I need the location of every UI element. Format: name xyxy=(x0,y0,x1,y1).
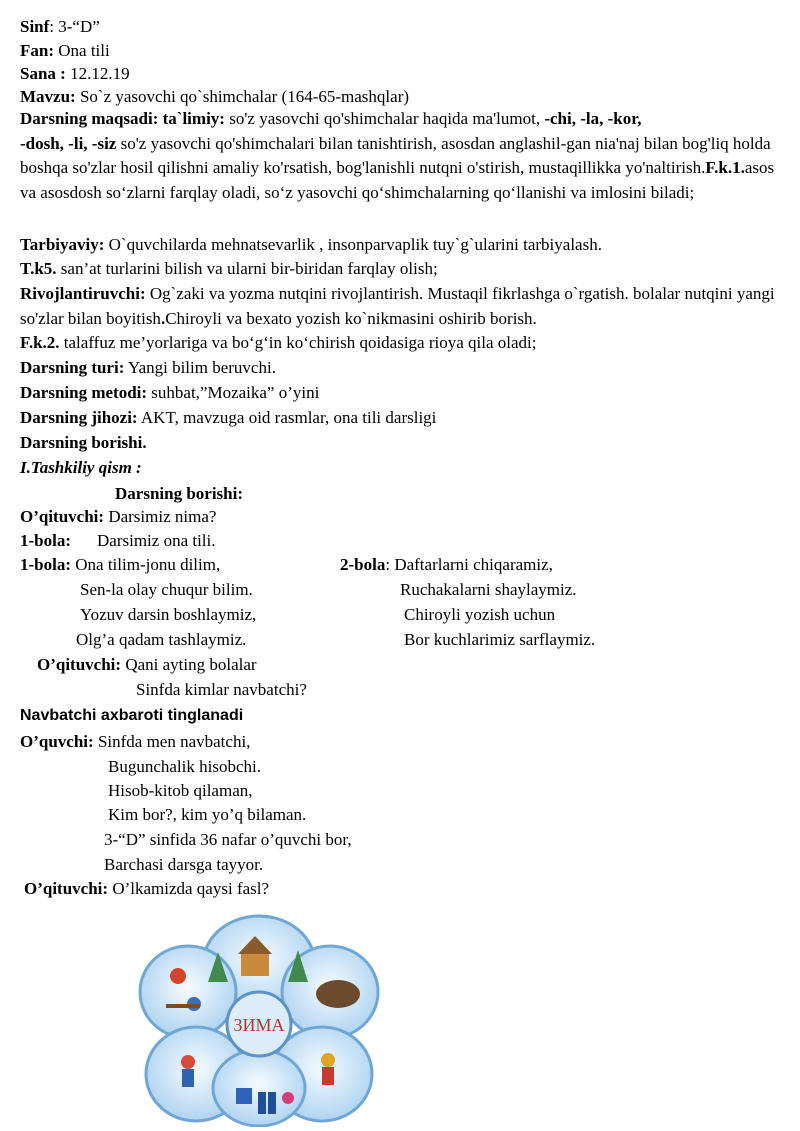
pupil-line: Bugunchalik hisobchi. xyxy=(108,757,261,776)
kid2-poem-line: 2-bola: Daftarlarni chiqaramiz, xyxy=(340,555,553,574)
lesson-equipment: Darsning jihozi: AKT, mavzuga oid rasmlar, ona tili darsligi xyxy=(20,408,437,427)
date-line: Sana : 12.12.19 xyxy=(20,64,130,83)
teacher-question-3: O’qituvchi: O’lkamizda qaysi fasl? xyxy=(24,879,270,898)
kid1-answer: Darsimiz ona tili. xyxy=(97,531,216,550)
lesson-method: Darsning metodi: suhbat,”Mozaika” o’yini xyxy=(20,383,320,402)
topic-line: Mavzu: So`z yasovchi qo`shimchalar (164-65-mashqlar) xyxy=(20,87,410,106)
pupil-line: Barchasi darsga tayyor. xyxy=(104,855,264,874)
duty-heading: Navbatchi axbaroti tinglanadi xyxy=(20,707,244,724)
progress-heading-2: Darsning borishi: xyxy=(115,484,243,503)
center-label: ЗИМА xyxy=(233,1015,285,1035)
lesson-type: Darsning turi: Yangi bilim beruvchi. xyxy=(20,358,276,377)
kid2-poem-line: Chiroyli yozish uchun xyxy=(404,605,556,624)
tk5-line: T.k5. san’at turlarini bilish va ularni bir-biridan farqlay olish; xyxy=(20,259,438,278)
kid1-poem-line: 1-bola: Ona tilim-jonu dilim, xyxy=(20,555,221,574)
kid1-label: 1-bola: xyxy=(20,531,71,550)
petal-bottom xyxy=(213,1050,305,1126)
kid2-poem-line: Ruchakalarni shaylaymiz. xyxy=(400,580,577,599)
developmental-goal: Rivojlantiruvchi: Og`zaki va yozma nutqini rivojlantirish. Mustaqil fikrlashga o`rgatish. bolalar nutqini yangi so'zlar bilan boyitish.Chiroyli va bexato yozish ko`nikmasini oshirib borish. xyxy=(20,284,775,328)
educational-goal: Darsning maqsadi: ta`limiy: so'z yasovchi qo'shimchalar haqida ma'lumot, -chi, -la, -kor, -dosh, -li, -siz so'z yasovchi qo'shimchalari bilan tanishtirish, asosdan anglashil-gan nia'naj bilan bog'liq holda boshqa so'zlar hosil qilishni amaliy ko'rsatish, bog'lanishli nutqni o'stirish, mustaqillikka yo'naltirish.F.k.1.asos va asosdosh so‘zlarni farqlay oladi, so‘z yasovchi qo‘shimchalarning qo‘llanishi va imlosini biladi; xyxy=(20,109,775,202)
fk2-line: F.k.2. talaffuz me’yorlariga va bo‘g‘in ko‘chirish qoidasiga rioya qila oladi; xyxy=(20,333,537,352)
pupil-line: Hisob-kitob qilaman, xyxy=(108,781,253,800)
petal-left xyxy=(140,946,236,1038)
class-line: Sinf: 3-“D” xyxy=(20,17,100,36)
teacher-question-2b: Sinfda kimlar navbatchi? xyxy=(136,680,307,699)
winter-flower-picture xyxy=(138,912,380,1127)
kid2-poem-line: Bor kuchlarimiz sarflaymiz. xyxy=(404,630,596,649)
teacher-question-2: O’qituvchi: Qani ayting bolalar xyxy=(37,655,257,674)
upbringing-goal: Tarbiyaviy: O`quvchilarda mehnatsevarlik , insonparvaplik tuy`g`ularini tarbiyalash. xyxy=(20,235,602,254)
pupil-line: 3-“D” sinfida 36 nafar o’quvchi bor, xyxy=(104,830,352,849)
progress-heading: Darsning borishi. xyxy=(20,433,147,452)
kid1-poem-line: Yozuv darsin boshlaymiz, xyxy=(80,605,257,624)
teacher-question-1: O’qituvchi: Darsimiz nima? xyxy=(20,507,217,526)
pupil-line: O’quvchi: Sinfda men navbatchi, xyxy=(20,732,251,751)
kid1-poem-line: Sen-la olay chuqur bilim. xyxy=(80,580,253,599)
organizational-part: I.Tashkiliy qism : xyxy=(20,458,142,477)
subject-line: Fan: Ona tili xyxy=(20,41,110,60)
kid1-poem-line: Olg’a qadam tashlaymiz. xyxy=(76,630,247,649)
pupil-line: Kim bor?, kim yo’q bilaman. xyxy=(108,805,307,824)
